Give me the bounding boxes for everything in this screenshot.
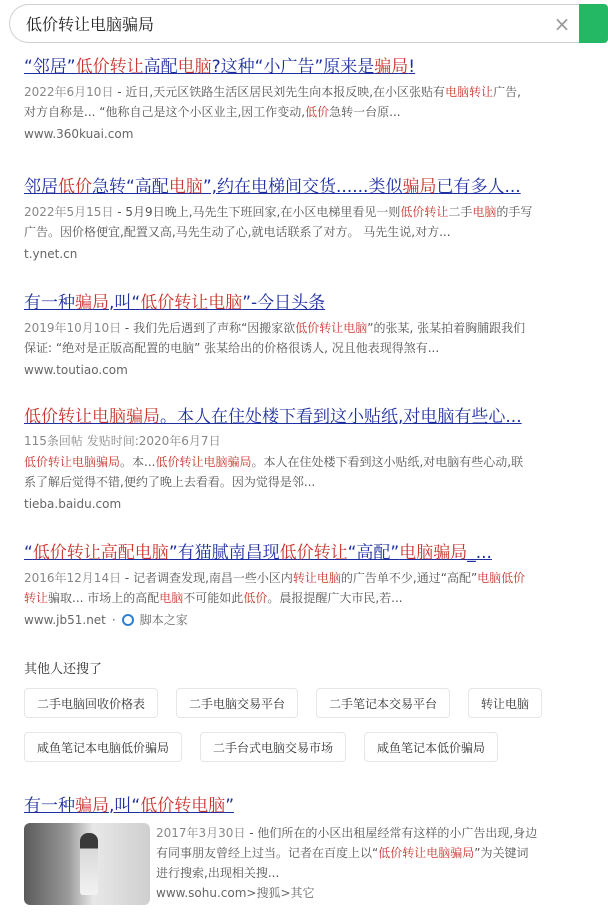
result-title[interactable]: 有一种骗局,叫“低价转让电脑”-今日头条 bbox=[24, 293, 326, 313]
related-search-tag[interactable]: 咸鱼笔记本低价骗局 bbox=[364, 732, 498, 762]
result-title[interactable]: “邻居”低价转让高配电脑?这种“小广告”原来是骗局! bbox=[24, 57, 416, 77]
search-button[interactable] bbox=[579, 4, 608, 43]
jb51-logo-icon bbox=[122, 614, 134, 626]
result-item bbox=[24, 176, 584, 262]
result-url[interactable]: www.sohu.com>搜狐>其它 bbox=[156, 886, 315, 900]
result-item bbox=[24, 56, 584, 142]
related-search-tag[interactable]: 二手台式电脑交易市场 bbox=[200, 732, 346, 762]
result-abstract: 低价转让电脑骗局。本...低价转让电脑骗局。本人在住处楼下看到这小贴纸,对电脑有些心动,联 系了解后觉得不错,便约了晚上去看看。因为觉得是邻... bbox=[24, 455, 524, 489]
result-title[interactable]: 有一种骗局,叫“低价转电脑” bbox=[24, 796, 235, 816]
result-title[interactable]: 低价转让电脑骗局。本人在住处楼下看到这小贴纸,对电脑有些心... bbox=[24, 407, 522, 427]
related-searches bbox=[24, 688, 584, 762]
result-url[interactable]: www.360kuai.com bbox=[24, 127, 134, 141]
result-url[interactable]: www.toutiao.com bbox=[24, 363, 128, 377]
result-item bbox=[24, 406, 584, 512]
result-abstract: 2019年10月10日 - 我们先后遇到了声称“因搬家欲低价转让电脑”的张某, 张某拍着胸脯跟我们 保证: “绝对是正版高配置的电脑” 张某给出的价格很诱人, 况且他表现得煞有... bbox=[24, 321, 526, 355]
result-url[interactable]: www.jb51.net · 脚本之家 bbox=[24, 613, 188, 627]
related-search-tag[interactable]: 转让电脑 bbox=[468, 688, 542, 718]
result-thumbnail[interactable] bbox=[24, 823, 150, 905]
related-search-tag[interactable]: 二手电脑回收价格表 bbox=[24, 688, 158, 718]
related-search-tag[interactable]: 二手电脑交易平台 bbox=[176, 688, 298, 718]
clear-icon[interactable]: × bbox=[553, 11, 571, 36]
result-url[interactable]: tieba.baidu.com bbox=[24, 497, 122, 511]
search-input[interactable] bbox=[26, 14, 545, 33]
result-meta: 115条回帖 发贴时间:2020年6月7日 bbox=[24, 434, 221, 448]
result-source: 脚本之家 bbox=[139, 613, 188, 627]
result-url[interactable]: t.ynet.cn bbox=[24, 247, 78, 261]
others-searched-title: 其他人还搜了 bbox=[24, 662, 103, 677]
search-bar bbox=[9, 4, 579, 43]
result-abstract: 2017年3月30日 - 他们所在的小区出租屋经常有这样的小广告出现,身边 有同事朋友曾经上过当。记者在百度上以“低价转让电脑骗局”为关键词 进行搜索,出现相关搜... bbox=[156, 826, 538, 880]
result-abstract: 2022年6月10日 - 近日,天元区铁路生活区居民刘先生向本报反映,在小区张贴有电脑转让广告, 对方自称是... “他称自己是这个小区业主,因工作变动,低价急转一台原... bbox=[24, 85, 521, 119]
result-abstract: 2022年5月15日 - 5月9日晚上,马先生下班回家,在小区电梯里看见一则低价转让二手电脑的手写 广告。因价格便宜,配置又高,马先生动了心,就电话联系了对方。 马先生说,对方... bbox=[24, 205, 533, 239]
result-item bbox=[24, 292, 584, 378]
result-title[interactable]: 邻居低价急转“高配电脑”,约在电梯间交货......类似骗局已有多人... bbox=[24, 177, 521, 197]
result-title[interactable]: “低价转让高配电脑”有猫腻南昌现低价转让“高配”电脑骗局_... bbox=[24, 543, 492, 563]
related-search-tag[interactable]: 二手笔记本交易平台 bbox=[316, 688, 450, 718]
result-item-with-image bbox=[24, 795, 584, 905]
result-abstract: 2016年12月14日 - 记者调查发现,南昌一些小区内转让电脑的广告单不少,通过“高配”电脑低价 转让骗取... 市场上的高配电脑不可能如此低价。晨报提醒广大市民,若... bbox=[24, 571, 526, 605]
result-item bbox=[24, 542, 584, 628]
related-search-tag[interactable]: 咸鱼笔记本电脑低价骗局 bbox=[24, 732, 182, 762]
